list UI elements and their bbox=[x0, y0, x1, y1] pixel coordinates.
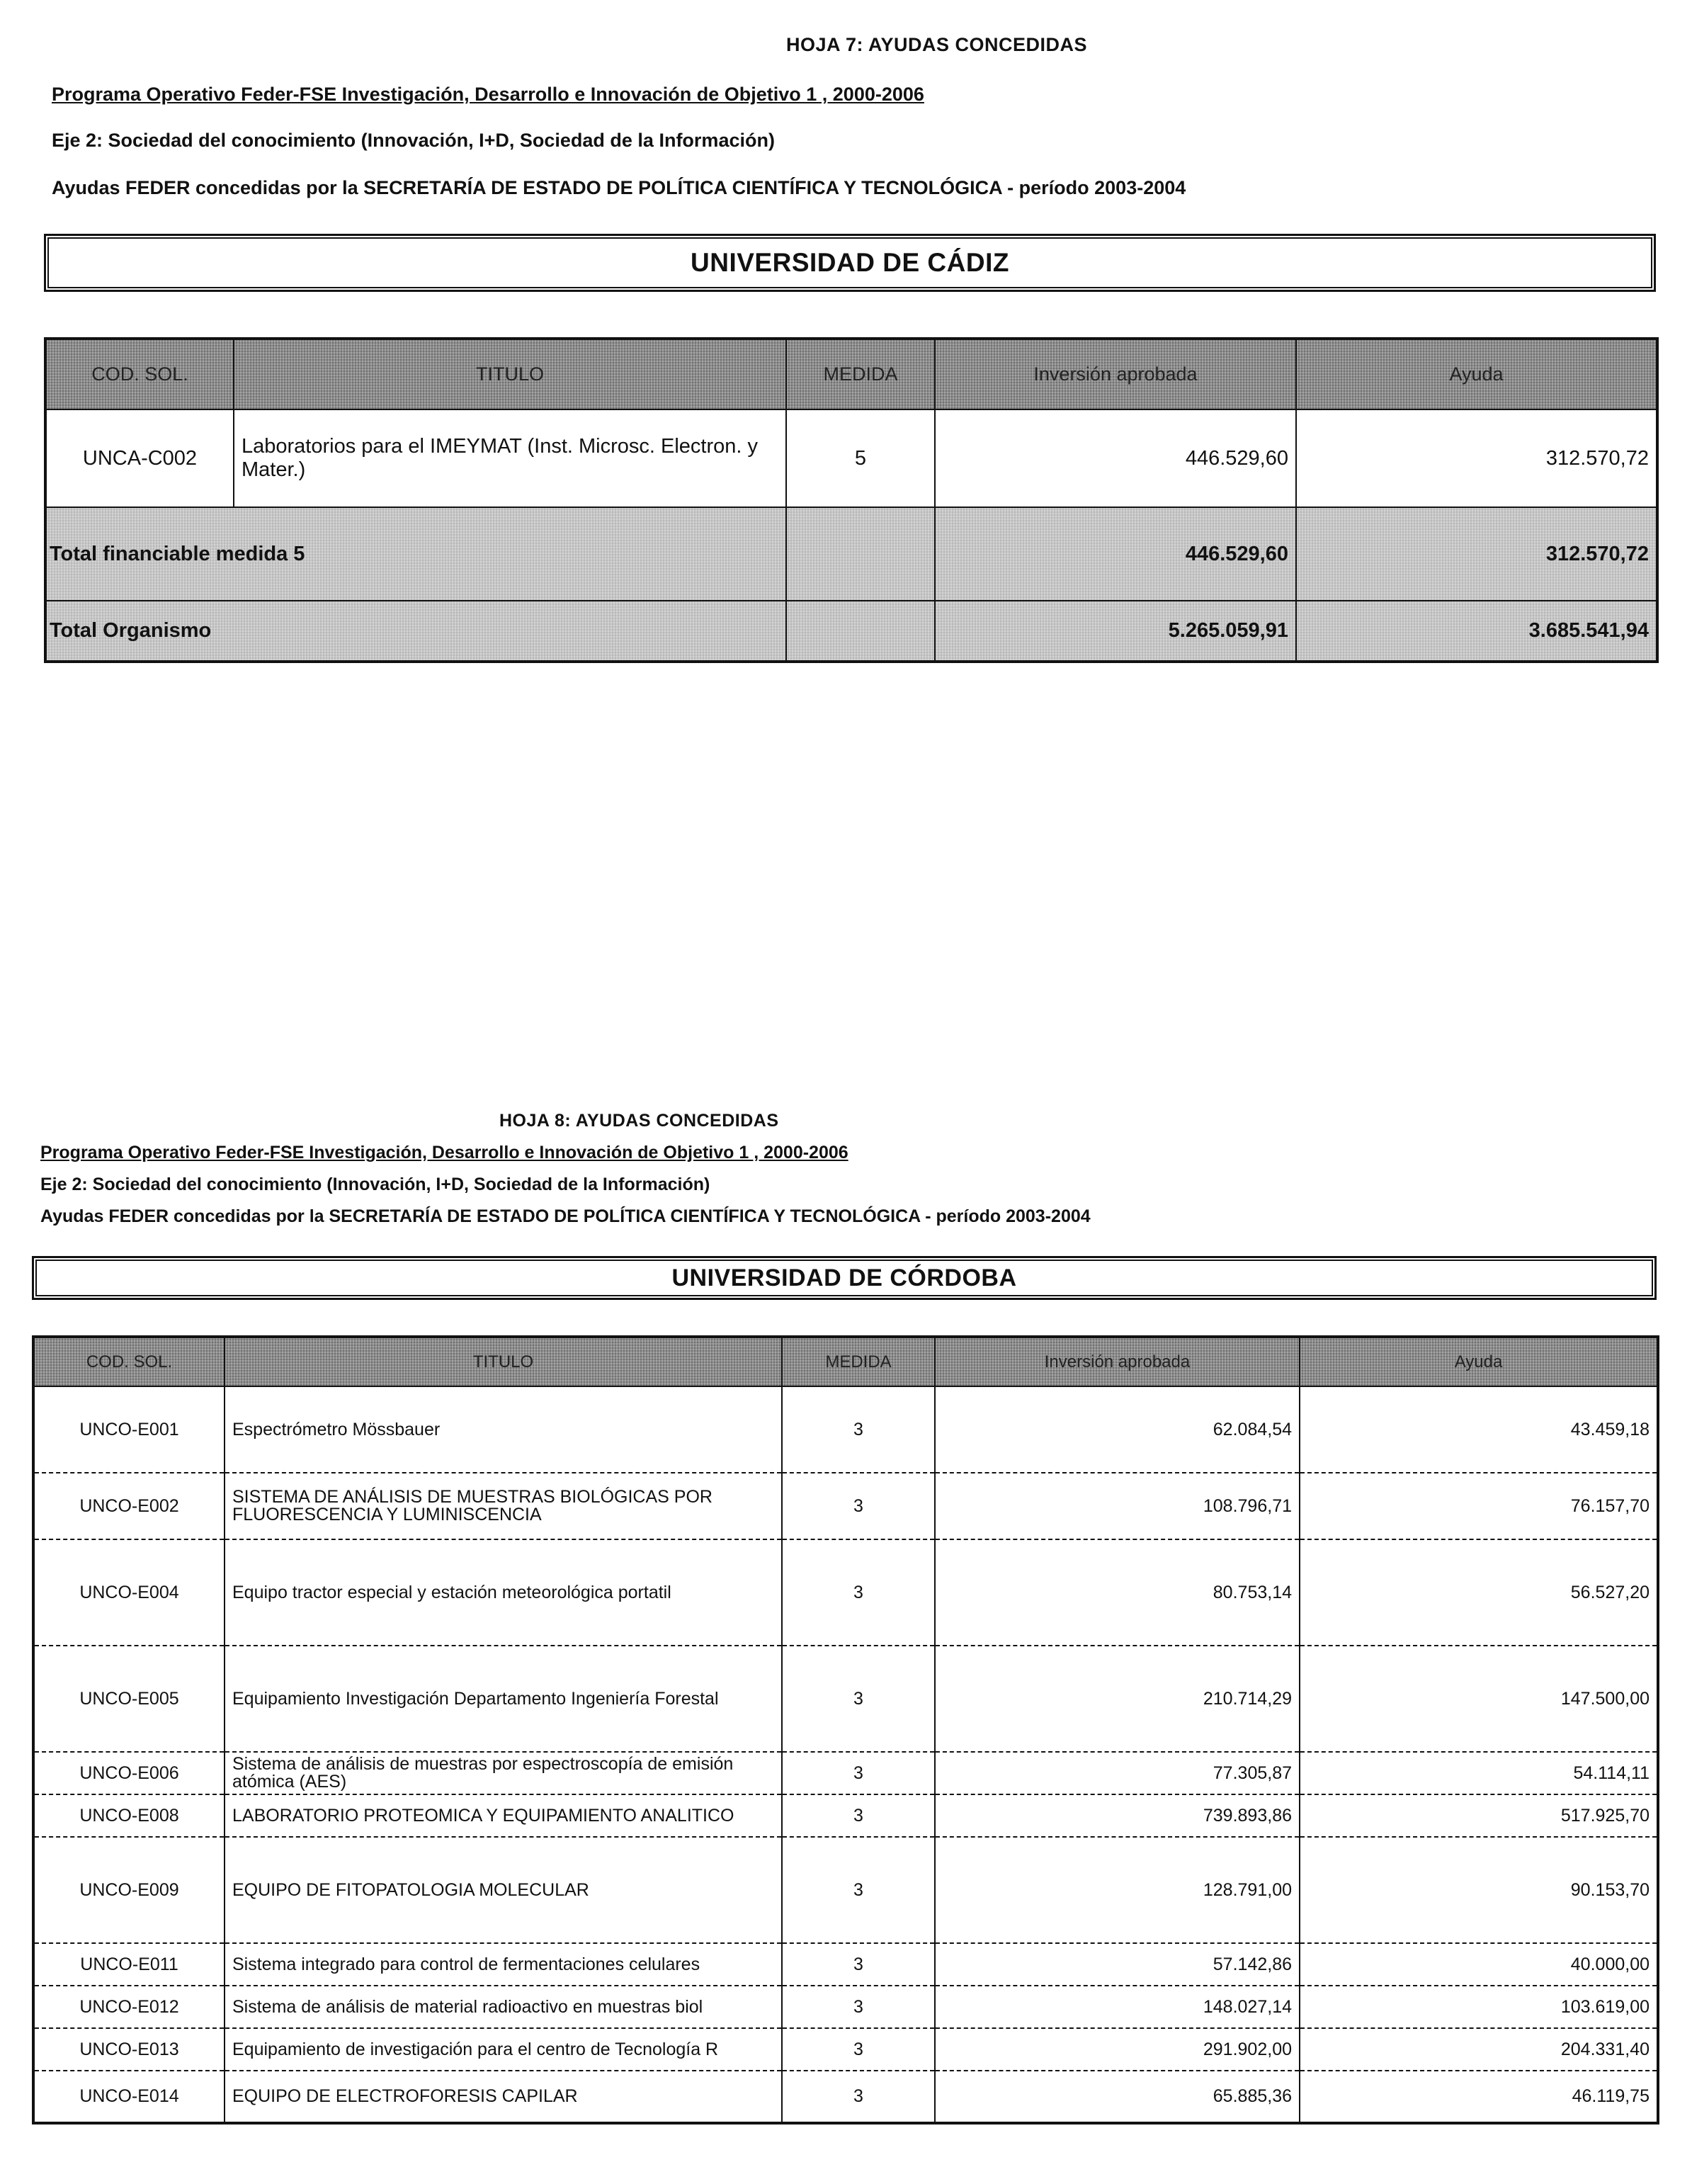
hoja7-eje: Eje 2: Sociedad del conocimiento (Innovación, I+D, Sociedad de la Información) bbox=[52, 130, 775, 151]
cell-medida: 3 bbox=[782, 1473, 935, 1539]
header-ayuda: Ayuda bbox=[1300, 1337, 1658, 1386]
cell-medida: 3 bbox=[782, 2028, 935, 2071]
cell-medida: 3 bbox=[782, 1752, 935, 1794]
table-row bbox=[33, 2028, 1658, 2071]
cell-inversion: 62.084,54 bbox=[935, 1386, 1300, 1473]
cell-titulo: EQUIPO DE FITOPATOLOGIA MOLECULAR bbox=[225, 1837, 782, 1943]
cell-cod: UNCO-E005 bbox=[33, 1646, 225, 1752]
cell-titulo: SISTEMA DE ANÁLISIS DE MUESTRAS BIOLÓGICAS POR FLUORESCENCIA Y LUMINISCENCIA bbox=[225, 1473, 782, 1539]
hoja8-programa: Programa Operativo Feder-FSE Investigación, Desarrollo e Innovación de Objetivo 1 , 2000-2006 bbox=[40, 1143, 848, 1162]
total-organismo-ayuda: 3.685.541,94 bbox=[1296, 601, 1657, 662]
table-row bbox=[45, 409, 1657, 507]
cell-ayuda: 312.570,72 bbox=[1296, 409, 1657, 507]
header-cod: COD. SOL. bbox=[33, 1337, 225, 1386]
total-organismo-label: Total Organismo bbox=[45, 601, 786, 662]
total-medida-inversion: 446.529,60 bbox=[935, 507, 1296, 601]
total-organismo-empty bbox=[786, 601, 935, 662]
total-organismo-row bbox=[45, 601, 1657, 662]
table-row bbox=[33, 1943, 1658, 1986]
hoja7-universidad-box bbox=[44, 234, 1656, 292]
table-row bbox=[33, 1473, 1658, 1539]
header-inversion: Inversión aprobada bbox=[935, 1337, 1300, 1386]
cell-cod: UNCO-E009 bbox=[33, 1837, 225, 1943]
cell-titulo: Sistema integrado para control de fermentaciones celulares bbox=[225, 1943, 782, 1986]
cell-cod: UNCO-E013 bbox=[33, 2028, 225, 2071]
cell-ayuda: 204.331,40 bbox=[1300, 2028, 1658, 2071]
table-row bbox=[33, 1794, 1658, 1837]
cell-ayuda: 517.925,70 bbox=[1300, 1794, 1658, 1837]
cell-inversion: 77.305,87 bbox=[935, 1752, 1300, 1794]
hoja8-universidad: UNIVERSIDAD DE CÓRDOBA bbox=[671, 1264, 1017, 1291]
hoja7-ayudas: Ayudas FEDER concedidas por la SECRETARÍA DE ESTADO DE POLÍTICA CIENTÍFICA Y TECNOLÓGICA - período 2003-2004 bbox=[52, 177, 1186, 198]
cell-cod: UNCO-E008 bbox=[33, 1794, 225, 1837]
total-medida-label: Total financiable medida 5 bbox=[45, 507, 786, 601]
cell-titulo: LABORATORIO PROTEOMICA Y EQUIPAMIENTO ANALITICO bbox=[225, 1794, 782, 1837]
cell-medida: 3 bbox=[782, 1539, 935, 1646]
total-organismo-inversion: 5.265.059,91 bbox=[935, 601, 1296, 662]
table-row bbox=[33, 1837, 1658, 1943]
cell-medida: 5 bbox=[786, 409, 935, 507]
cell-inversion: 128.791,00 bbox=[935, 1837, 1300, 1943]
cell-titulo: Equipo tractor especial y estación meteorológica portatil bbox=[225, 1539, 782, 1646]
header-cod: COD. SOL. bbox=[45, 339, 234, 409]
hoja8-table bbox=[32, 1335, 1659, 2124]
cell-cod: UNCO-E004 bbox=[33, 1539, 225, 1646]
cell-inversion: 57.142,86 bbox=[935, 1943, 1300, 1986]
cell-inversion: 291.902,00 bbox=[935, 2028, 1300, 2071]
table-row bbox=[33, 1986, 1658, 2028]
cell-titulo: Equipamiento de investigación para el centro de Tecnología R bbox=[225, 2028, 782, 2071]
table-row bbox=[33, 1646, 1658, 1752]
cell-inversion: 210.714,29 bbox=[935, 1646, 1300, 1752]
cell-cod: UNCO-E011 bbox=[33, 1943, 225, 1986]
cell-cod: UNCO-E012 bbox=[33, 1986, 225, 2028]
cell-ayuda: 43.459,18 bbox=[1300, 1386, 1658, 1473]
hoja7-universidad: UNIVERSIDAD DE CÁDIZ bbox=[691, 248, 1009, 277]
cell-ayuda: 56.527,20 bbox=[1300, 1539, 1658, 1646]
cell-titulo: Sistema de análisis de muestras por espectroscopía de emisión atómica (AES) bbox=[225, 1752, 782, 1794]
cell-ayuda: 103.619,00 bbox=[1300, 1986, 1658, 2028]
table-row bbox=[33, 1386, 1658, 1473]
cell-ayuda: 76.157,70 bbox=[1300, 1473, 1658, 1539]
hoja8-title: HOJA 8: AYUDAS CONCEDIDAS bbox=[499, 1111, 779, 1131]
header-medida: MEDIDA bbox=[782, 1337, 935, 1386]
cell-titulo: EQUIPO DE ELECTROFORESIS CAPILAR bbox=[225, 2071, 782, 2123]
cell-inversion: 148.027,14 bbox=[935, 1986, 1300, 2028]
cell-medida: 3 bbox=[782, 1646, 935, 1752]
cell-cod: UNCO-E014 bbox=[33, 2071, 225, 2123]
cell-ayuda: 46.119,75 bbox=[1300, 2071, 1658, 2123]
cell-cod: UNCO-E002 bbox=[33, 1473, 225, 1539]
header-medida: MEDIDA bbox=[786, 339, 935, 409]
cell-inversion: 446.529,60 bbox=[935, 409, 1296, 507]
table-header-row bbox=[45, 339, 1657, 409]
cell-inversion: 739.893,86 bbox=[935, 1794, 1300, 1837]
header-titulo: TITULO bbox=[225, 1337, 782, 1386]
cell-inversion: 80.753,14 bbox=[935, 1539, 1300, 1646]
cell-cod: UNCO-E006 bbox=[33, 1752, 225, 1794]
cell-medida: 3 bbox=[782, 2071, 935, 2123]
cell-titulo: Sistema de análisis de material radioactivo en muestras biol bbox=[225, 1986, 782, 2028]
cell-medida: 3 bbox=[782, 1943, 935, 1986]
cell-titulo: Equipamiento Investigación Departamento Ingeniería Forestal bbox=[225, 1646, 782, 1752]
cell-ayuda: 54.114,11 bbox=[1300, 1752, 1658, 1794]
hoja7-table bbox=[44, 337, 1659, 663]
hoja8-eje: Eje 2: Sociedad del conocimiento (Innovación, I+D, Sociedad de la Información) bbox=[40, 1175, 710, 1194]
total-medida-empty bbox=[786, 507, 935, 601]
cell-inversion: 108.796,71 bbox=[935, 1473, 1300, 1539]
table-header-row bbox=[33, 1337, 1658, 1386]
hoja7-title: HOJA 7: AYUDAS CONCEDIDAS bbox=[786, 34, 1088, 55]
cell-ayuda: 40.000,00 bbox=[1300, 1943, 1658, 1986]
hoja8-ayudas: Ayudas FEDER concedidas por la SECRETARÍA DE ESTADO DE POLÍTICA CIENTÍFICA Y TECNOLÓGICA - período 2003-2004 bbox=[40, 1206, 1091, 1226]
cell-medida: 3 bbox=[782, 1986, 935, 2028]
cell-titulo: Espectrómetro Mössbauer bbox=[225, 1386, 782, 1473]
table-row bbox=[33, 1539, 1658, 1646]
header-inversion: Inversión aprobada bbox=[935, 339, 1296, 409]
cell-ayuda: 90.153,70 bbox=[1300, 1837, 1658, 1943]
cell-inversion: 65.885,36 bbox=[935, 2071, 1300, 2123]
cell-medida: 3 bbox=[782, 1794, 935, 1837]
table-row bbox=[33, 2071, 1658, 2123]
cell-ayuda: 147.500,00 bbox=[1300, 1646, 1658, 1752]
cell-titulo: Laboratorios para el IMEYMAT (Inst. Microsc. Electron. y Mater.) bbox=[234, 409, 786, 507]
cell-cod: UNCA-C002 bbox=[45, 409, 234, 507]
header-ayuda: Ayuda bbox=[1296, 339, 1657, 409]
hoja8-universidad-box bbox=[32, 1256, 1657, 1300]
cell-cod: UNCO-E001 bbox=[33, 1386, 225, 1473]
total-medida-ayuda: 312.570,72 bbox=[1296, 507, 1657, 601]
cell-medida: 3 bbox=[782, 1386, 935, 1473]
table-row bbox=[33, 1752, 1658, 1794]
cell-medida: 3 bbox=[782, 1837, 935, 1943]
total-medida-row bbox=[45, 507, 1657, 601]
header-titulo: TITULO bbox=[234, 339, 786, 409]
hoja7-programa: Programa Operativo Feder-FSE Investigación, Desarrollo e Innovación de Objetivo 1 , 2000-2006 bbox=[52, 84, 924, 105]
